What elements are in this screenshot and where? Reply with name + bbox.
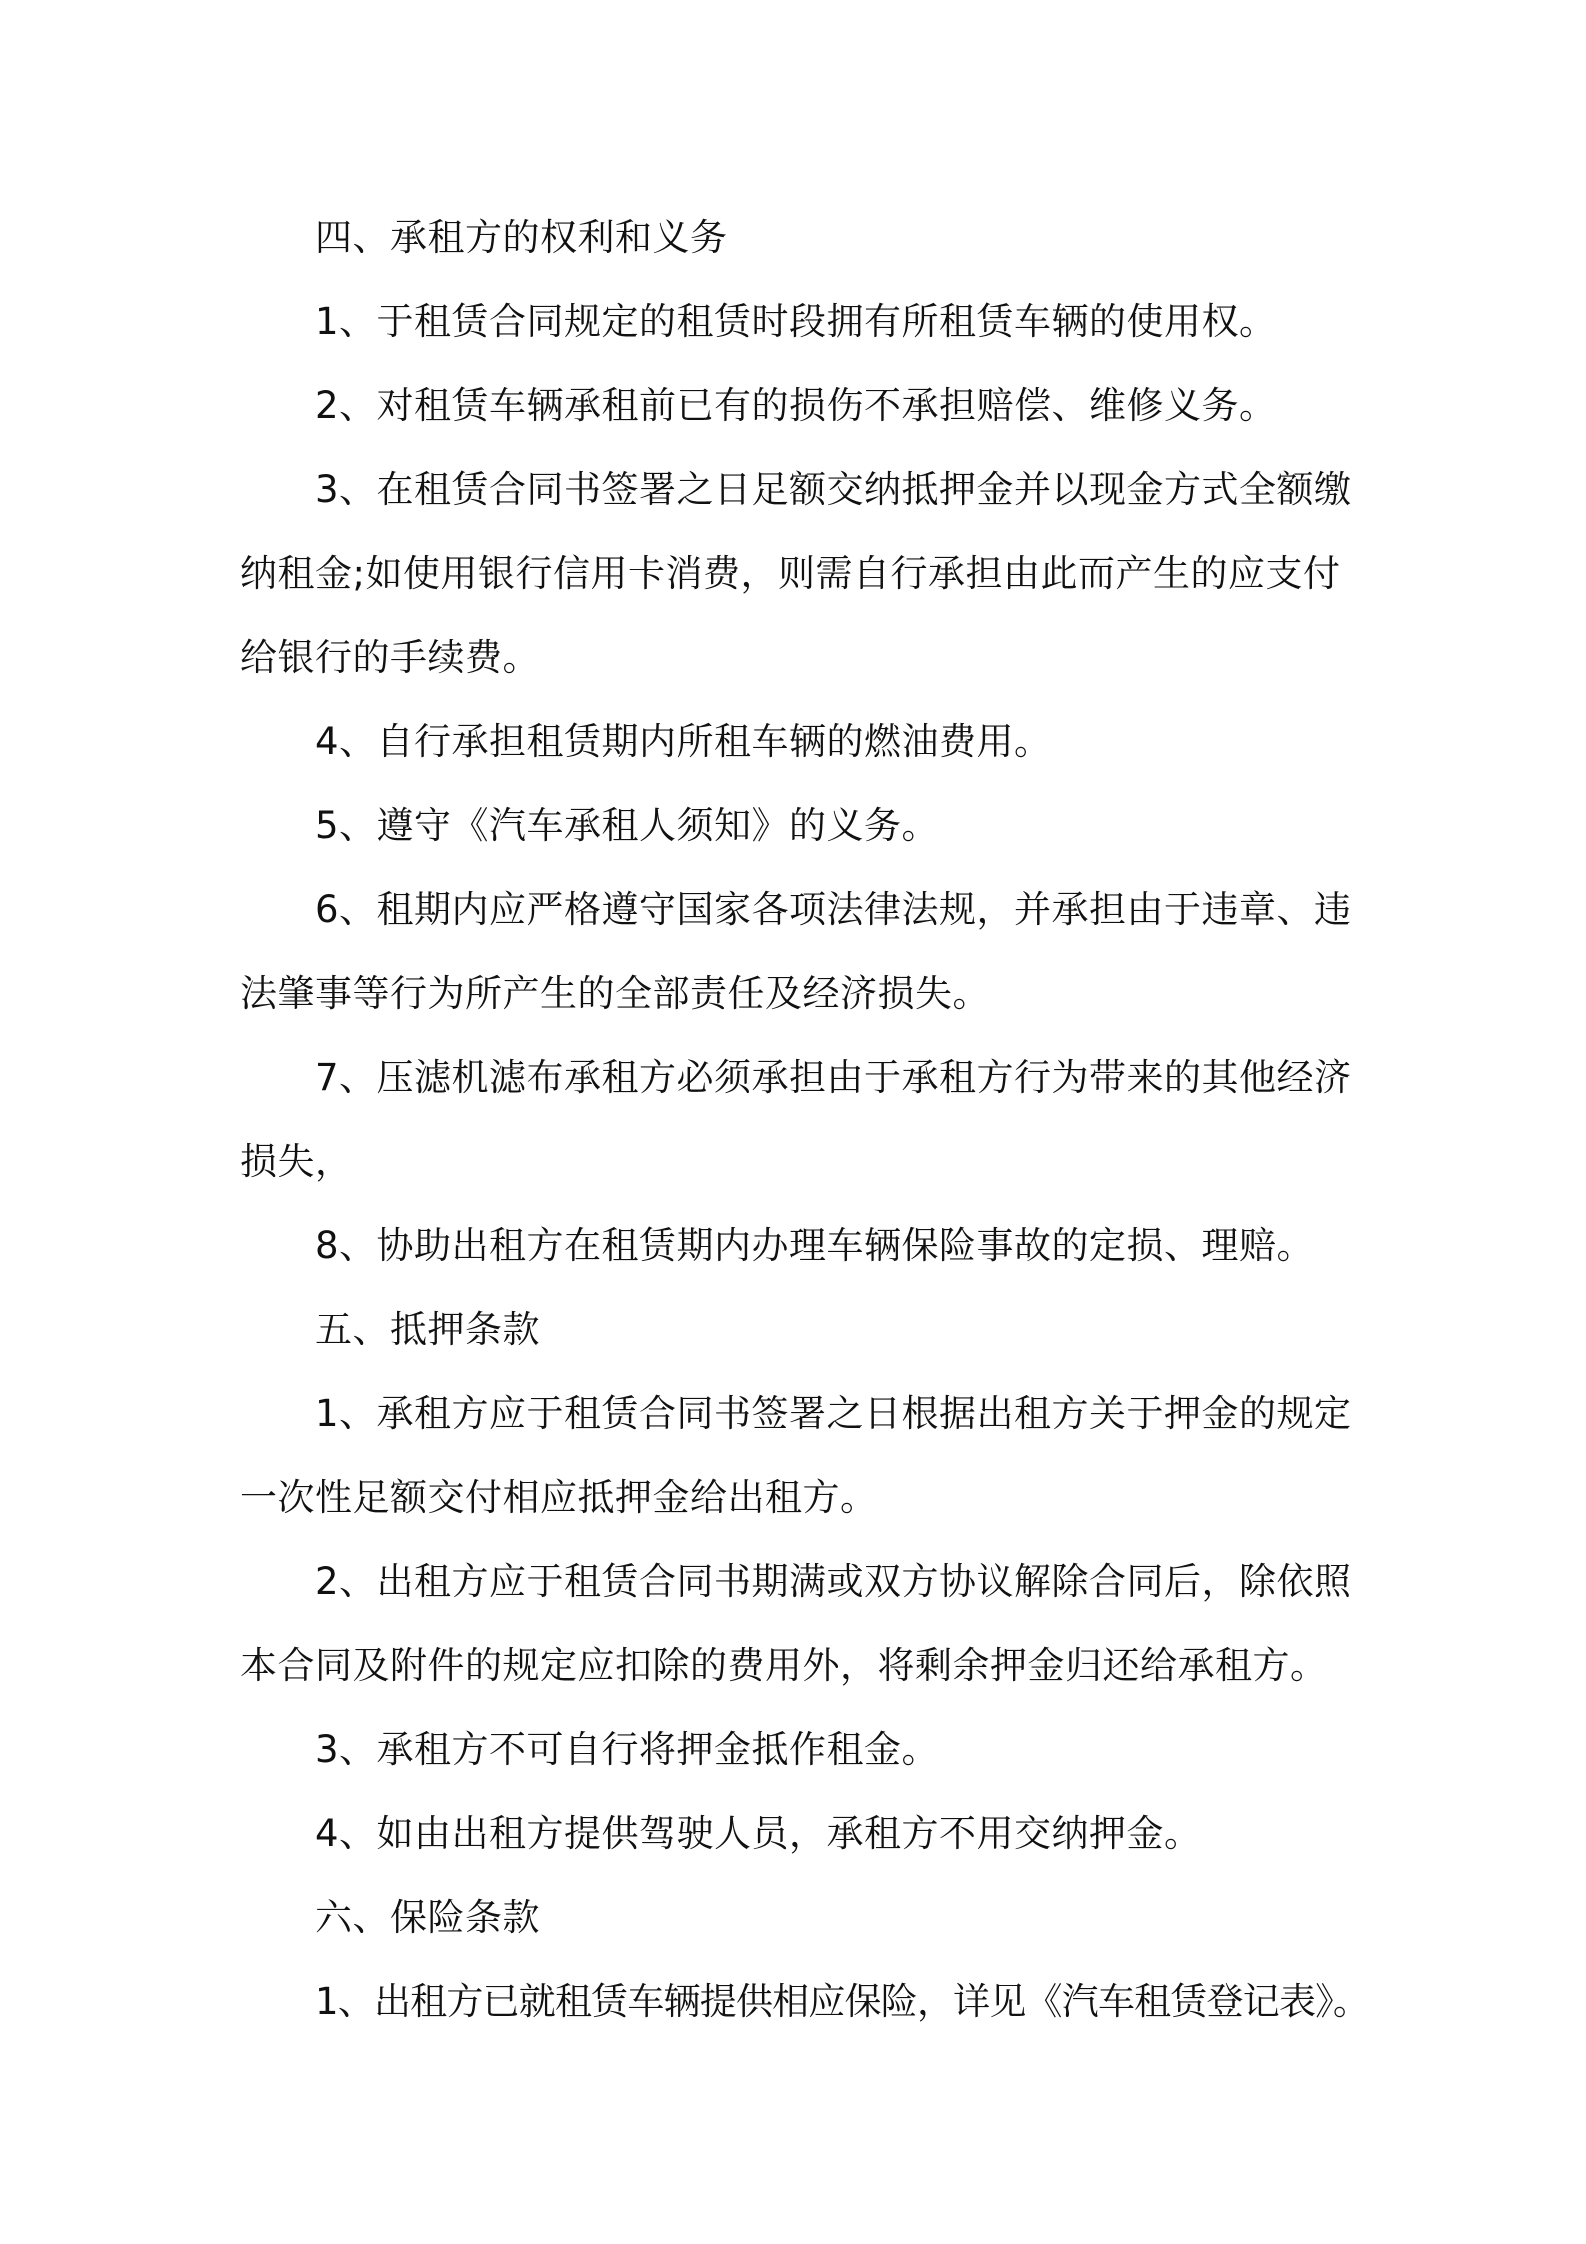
paragraph-line: 2、对租赁车辆承租前已有的损伤不承担赔偿、维修义务。 [315,384,1277,427]
document-body [240,196,1370,2044]
paragraph-line: 1、出租方已就租赁车辆提供相应保险，详见《汽车租赁登记表》。 [315,1980,1370,2023]
paragraph-line: 3、承租方不可自行将押金抵作租金。 [315,1728,940,1771]
section-heading-deposit-terms: 五、抵押条款 [315,1308,540,1351]
paragraph-line: 7、压滤机滤布承租方必须承担由于承租方行为带来的其他经济 [315,1056,1352,1099]
paragraph-line: 6、租期内应严格遵守国家各项法律法规，并承担由于违章、违 [315,888,1352,931]
paragraph-line: 损失， [240,1140,353,1183]
paragraph-line: 法肇事等行为所产生的全部责任及经济损失。 [240,972,990,1015]
paragraph-line: 本合同及附件的规定应扣除的费用外，将剩余押金归还给承租方。 [240,1644,1328,1687]
paragraph-line: 1、承租方应于租赁合同书签署之日根据出租方关于押金的规定 [315,1392,1352,1435]
paragraph-line: 3、在租赁合同书签署之日足额交纳抵押金并以现金方式全额缴 [315,468,1352,511]
paragraph-line: 给银行的手续费。 [240,636,540,679]
paragraph-line: 纳租金;如使用银行信用卡消费，则需自行承担由此而产生的应支付 [240,552,1341,595]
paragraph-line: 8、协助出租方在租赁期内办理车辆保险事故的定损、理赔。 [315,1224,1315,1267]
paragraph-line: 1、于租赁合同规定的租赁时段拥有所租赁车辆的使用权。 [315,300,1277,343]
paragraph-line: 5、遵守《汽车承租人须知》的义务。 [315,804,940,847]
section-heading-lessee-rights: 四、承租方的权利和义务 [315,216,728,259]
paragraph-line: 4、自行承担租赁期内所租车辆的燃油费用。 [315,720,1052,763]
paragraph-line: 4、如由出租方提供驾驶人员，承租方不用交纳押金。 [315,1812,1202,1855]
section-heading-insurance-terms: 六、保险条款 [315,1896,540,1939]
paragraph-line: 一次性足额交付相应抵押金给出租方。 [240,1476,878,1519]
paragraph-line: 2、出租方应于租赁合同书期满或双方协议解除合同后，除依照 [315,1560,1352,1603]
